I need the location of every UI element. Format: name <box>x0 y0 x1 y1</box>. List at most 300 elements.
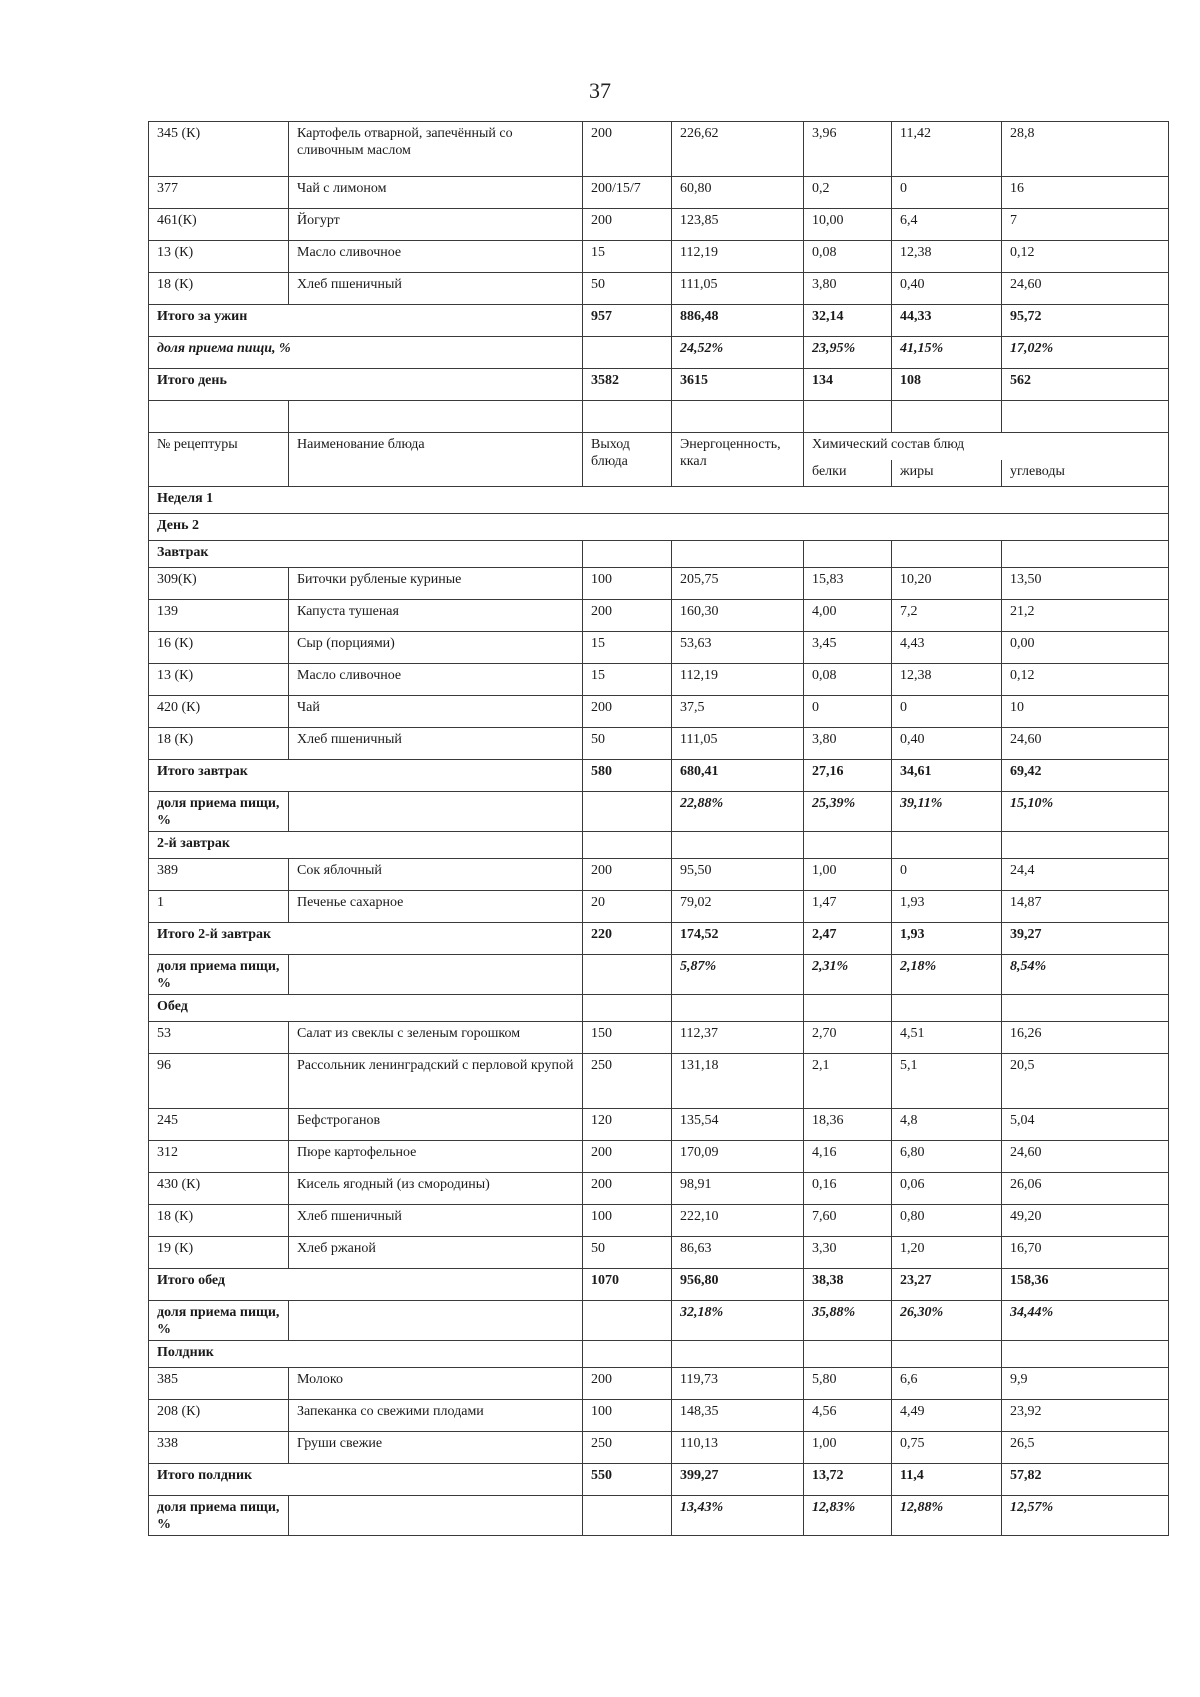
carbs-cell: 16,70 <box>1002 1237 1169 1269</box>
carbs-cell: 49,20 <box>1002 1205 1169 1237</box>
recipe-code-cell: 309(К) <box>149 568 289 600</box>
carbs-cell: 24,60 <box>1002 273 1169 305</box>
yield-cell: 150 <box>583 1022 672 1054</box>
day-label: День 2 <box>149 514 1169 541</box>
menu-table-body <box>149 122 1169 1536</box>
empty-cell <box>583 541 672 568</box>
protein-cell: 5,80 <box>804 1368 892 1400</box>
share-fat-cell: 2,18% <box>892 955 1002 995</box>
dish-name-cell: Хлеб пшеничный <box>289 1205 583 1237</box>
table-row <box>149 177 1169 209</box>
empty-cell <box>672 832 804 859</box>
table-row <box>149 241 1169 273</box>
recipe-code-cell: 338 <box>149 1432 289 1464</box>
carbs-cell: 21,2 <box>1002 600 1169 632</box>
page-number: 37 <box>589 78 611 103</box>
table-row <box>149 273 1169 305</box>
yield-cell: 200 <box>583 1368 672 1400</box>
section-title: 2-й завтрак <box>149 832 583 859</box>
dish-name-cell: Йогурт <box>289 209 583 241</box>
fat-cell: 0 <box>892 177 1002 209</box>
total-yield-cell: 580 <box>583 760 672 792</box>
total-yield-cell: 220 <box>583 923 672 955</box>
total-fat-cell: 44,33 <box>892 305 1002 337</box>
protein-cell: 2,1 <box>804 1054 892 1109</box>
carbs-cell: 0,12 <box>1002 241 1169 273</box>
fat-cell: 6,6 <box>892 1368 1002 1400</box>
total-yield-cell: 550 <box>583 1464 672 1496</box>
table-row <box>149 1141 1169 1173</box>
total-label: Итого 2-й завтрак <box>149 923 583 955</box>
total-energy-cell: 399,27 <box>672 1464 804 1496</box>
table-row <box>149 1054 1169 1109</box>
empty-cell <box>672 1341 804 1368</box>
protein-cell: 2,70 <box>804 1022 892 1054</box>
share-row <box>149 792 1169 832</box>
share-label: доля приема пищи, % <box>149 955 289 995</box>
energy-cell: 110,13 <box>672 1432 804 1464</box>
total-carbs-cell: 95,72 <box>1002 305 1169 337</box>
table-row <box>149 1173 1169 1205</box>
recipe-code-cell: 1 <box>149 891 289 923</box>
dish-name-cell: Пюре картофельное <box>289 1141 583 1173</box>
yield-cell: 15 <box>583 632 672 664</box>
table-row <box>149 1432 1169 1464</box>
share-fat-cell: 39,11% <box>892 792 1002 832</box>
protein-cell: 3,30 <box>804 1237 892 1269</box>
energy-cell: 119,73 <box>672 1368 804 1400</box>
dish-name-cell: Рассольник ленинградский с перловой крупой <box>289 1054 583 1109</box>
share-energy-cell: 13,43% <box>672 1496 804 1536</box>
recipe-code-cell: 13 (К) <box>149 241 289 273</box>
share-label: доля приема пищи, % <box>149 792 289 832</box>
yield-cell: 100 <box>583 1205 672 1237</box>
fat-cell: 0,40 <box>892 273 1002 305</box>
header-code: № рецептуры <box>149 433 289 487</box>
empty-cell <box>289 792 583 832</box>
protein-cell: 4,16 <box>804 1141 892 1173</box>
carbs-cell: 26,5 <box>1002 1432 1169 1464</box>
energy-cell: 226,62 <box>672 122 804 177</box>
protein-cell: 15,83 <box>804 568 892 600</box>
dish-name-cell: Груши свежие <box>289 1432 583 1464</box>
share-row <box>149 955 1169 995</box>
fat-cell: 12,38 <box>892 664 1002 696</box>
energy-cell: 79,02 <box>672 891 804 923</box>
share-label: доля приема пищи, % <box>149 1496 289 1536</box>
empty-cell <box>1002 1341 1169 1368</box>
empty-cell <box>289 955 583 995</box>
share-energy-cell: 32,18% <box>672 1301 804 1341</box>
dish-name-cell: Хлеб ржаной <box>289 1237 583 1269</box>
recipe-code-cell: 18 (К) <box>149 728 289 760</box>
energy-cell: 112,19 <box>672 241 804 273</box>
recipe-code-cell: 245 <box>149 1109 289 1141</box>
recipe-code-cell: 16 (К) <box>149 632 289 664</box>
table-row <box>149 664 1169 696</box>
share-carbs-cell: 12,57% <box>1002 1496 1169 1536</box>
total-carbs-cell: 39,27 <box>1002 923 1169 955</box>
header-carbs: углеводы <box>1002 460 1169 487</box>
table-row <box>149 696 1169 728</box>
carbs-cell: 28,8 <box>1002 122 1169 177</box>
dinner-share-row <box>149 337 1169 369</box>
dish-name-cell: Капуста тушеная <box>289 600 583 632</box>
total-label: Итого за ужин <box>149 305 583 337</box>
fat-cell: 10,20 <box>892 568 1002 600</box>
dish-name-cell: Кисель ягодный (из смородины) <box>289 1173 583 1205</box>
carbs-cell: 24,4 <box>1002 859 1169 891</box>
table-row <box>149 632 1169 664</box>
energy-cell: 205,75 <box>672 568 804 600</box>
table-row <box>149 1368 1169 1400</box>
recipe-code-cell: 19 (К) <box>149 1237 289 1269</box>
yield-cell: 200 <box>583 122 672 177</box>
recipe-code-cell: 312 <box>149 1141 289 1173</box>
energy-cell: 131,18 <box>672 1054 804 1109</box>
yield-cell: 200 <box>583 600 672 632</box>
share-energy-cell: 24,52% <box>672 337 804 369</box>
total-fat-cell: 34,61 <box>892 760 1002 792</box>
yield-cell: 200/15/7 <box>583 177 672 209</box>
carbs-cell: 23,92 <box>1002 1400 1169 1432</box>
carbs-cell: 14,87 <box>1002 891 1169 923</box>
energy-cell: 86,63 <box>672 1237 804 1269</box>
yield-cell: 50 <box>583 1237 672 1269</box>
energy-cell: 95,50 <box>672 859 804 891</box>
total-yield-cell: 1070 <box>583 1269 672 1301</box>
empty-cell <box>892 541 1002 568</box>
section-title: Полдник <box>149 1341 583 1368</box>
energy-cell: 98,91 <box>672 1173 804 1205</box>
recipe-code-cell: 345 (К) <box>149 122 289 177</box>
yield-cell: 20 <box>583 891 672 923</box>
table-row <box>149 600 1169 632</box>
energy-cell: 60,80 <box>672 177 804 209</box>
header-name: Наименование блюда <box>289 433 583 487</box>
dish-name-cell: Запеканка со свежими плодами <box>289 1400 583 1432</box>
lunch-title-row <box>149 995 1169 1022</box>
total-energy-cell: 956,80 <box>672 1269 804 1301</box>
empty-cell <box>1002 401 1169 433</box>
carbs-cell: 0,12 <box>1002 664 1169 696</box>
energy-cell: 37,5 <box>672 696 804 728</box>
dish-name-cell: Печенье сахарное <box>289 891 583 923</box>
empty-cell <box>583 1496 672 1536</box>
total-energy-cell: 886,48 <box>672 305 804 337</box>
protein-cell: 3,80 <box>804 728 892 760</box>
second-breakfast-total-row <box>149 923 1169 955</box>
header-chem: Химический состав блюд <box>804 433 1169 460</box>
share-carbs-cell: 17,02% <box>1002 337 1169 369</box>
dinner-total-row <box>149 305 1169 337</box>
section-title: Завтрак <box>149 541 583 568</box>
header-protein: белки <box>804 460 892 487</box>
total-carbs-cell: 69,42 <box>1002 760 1169 792</box>
share-protein-cell: 23,95% <box>804 337 892 369</box>
total-fat-cell: 11,4 <box>892 1464 1002 1496</box>
fat-cell: 1,20 <box>892 1237 1002 1269</box>
fat-cell: 0 <box>892 859 1002 891</box>
yield-cell: 120 <box>583 1109 672 1141</box>
week-row <box>149 487 1169 514</box>
energy-cell: 112,19 <box>672 664 804 696</box>
protein-cell: 3,96 <box>804 122 892 177</box>
header-fat: жиры <box>892 460 1002 487</box>
fat-cell: 0,06 <box>892 1173 1002 1205</box>
carbs-cell: 0,00 <box>1002 632 1169 664</box>
protein-cell: 1,00 <box>804 859 892 891</box>
protein-cell: 18,36 <box>804 1109 892 1141</box>
table-row <box>149 1237 1169 1269</box>
yield-cell: 15 <box>583 664 672 696</box>
protein-cell: 0,2 <box>804 177 892 209</box>
empty-cell <box>1002 541 1169 568</box>
share-protein-cell: 2,31% <box>804 955 892 995</box>
total-energy-cell: 3615 <box>672 369 804 401</box>
total-protein-cell: 134 <box>804 369 892 401</box>
total-yield-cell: 3582 <box>583 369 672 401</box>
dish-name-cell: Сок яблочный <box>289 859 583 891</box>
dish-name-cell: Картофель отварной, запечённый со сливочным маслом <box>289 122 583 177</box>
total-energy-cell: 680,41 <box>672 760 804 792</box>
energy-cell: 135,54 <box>672 1109 804 1141</box>
snack-total-row <box>149 1464 1169 1496</box>
table-row <box>149 122 1169 177</box>
share-protein-cell: 35,88% <box>804 1301 892 1341</box>
empty-cell <box>289 1301 583 1341</box>
empty-cell <box>1002 832 1169 859</box>
share-carbs-cell: 8,54% <box>1002 955 1169 995</box>
dish-name-cell: Хлеб пшеничный <box>289 273 583 305</box>
protein-cell: 1,00 <box>804 1432 892 1464</box>
fat-cell: 4,8 <box>892 1109 1002 1141</box>
share-label: доля приема пищи, % <box>149 337 583 369</box>
empty-cell <box>289 1496 583 1536</box>
dish-name-cell: Молоко <box>289 1368 583 1400</box>
empty-cell <box>672 401 804 433</box>
protein-cell: 3,45 <box>804 632 892 664</box>
recipe-code-cell: 13 (К) <box>149 664 289 696</box>
fat-cell: 5,1 <box>892 1054 1002 1109</box>
carbs-cell: 13,50 <box>1002 568 1169 600</box>
share-energy-cell: 5,87% <box>672 955 804 995</box>
protein-cell: 3,80 <box>804 273 892 305</box>
total-label: Итого полдник <box>149 1464 583 1496</box>
yield-cell: 250 <box>583 1432 672 1464</box>
energy-cell: 222,10 <box>672 1205 804 1237</box>
protein-cell: 0 <box>804 696 892 728</box>
empty-cell <box>804 832 892 859</box>
total-carbs-cell: 158,36 <box>1002 1269 1169 1301</box>
empty-cell <box>583 995 672 1022</box>
day-total-row <box>149 369 1169 401</box>
carbs-cell: 5,04 <box>1002 1109 1169 1141</box>
fat-cell: 4,43 <box>892 632 1002 664</box>
recipe-code-cell: 96 <box>149 1054 289 1109</box>
yield-cell: 200 <box>583 696 672 728</box>
table-row <box>149 568 1169 600</box>
yield-cell: 50 <box>583 728 672 760</box>
lunch-total-row <box>149 1269 1169 1301</box>
energy-cell: 111,05 <box>672 728 804 760</box>
day-row <box>149 514 1169 541</box>
recipe-code-cell: 53 <box>149 1022 289 1054</box>
empty-cell <box>583 1301 672 1341</box>
empty-cell <box>583 401 672 433</box>
fat-cell: 4,49 <box>892 1400 1002 1432</box>
total-label: Итого завтрак <box>149 760 583 792</box>
yield-cell: 250 <box>583 1054 672 1109</box>
carbs-cell: 9,9 <box>1002 1368 1169 1400</box>
protein-cell: 10,00 <box>804 209 892 241</box>
header-row <box>149 433 1169 460</box>
energy-cell: 53,63 <box>672 632 804 664</box>
table-row <box>149 1400 1169 1432</box>
carbs-cell: 16 <box>1002 177 1169 209</box>
total-protein-cell: 38,38 <box>804 1269 892 1301</box>
recipe-code-cell: 420 (К) <box>149 696 289 728</box>
fat-cell: 11,42 <box>892 122 1002 177</box>
total-energy-cell: 174,52 <box>672 923 804 955</box>
recipe-code-cell: 208 (К) <box>149 1400 289 1432</box>
empty-cell <box>892 832 1002 859</box>
protein-cell: 0,08 <box>804 241 892 273</box>
energy-cell: 170,09 <box>672 1141 804 1173</box>
empty-cell <box>892 1341 1002 1368</box>
yield-cell: 200 <box>583 1141 672 1173</box>
recipe-code-cell: 430 (К) <box>149 1173 289 1205</box>
recipe-code-cell: 139 <box>149 600 289 632</box>
empty-cell <box>289 401 583 433</box>
fat-cell: 0,80 <box>892 1205 1002 1237</box>
total-protein-cell: 27,16 <box>804 760 892 792</box>
empty-cell <box>892 401 1002 433</box>
total-carbs-cell: 57,82 <box>1002 1464 1169 1496</box>
table-row <box>149 891 1169 923</box>
recipe-code-cell: 461(К) <box>149 209 289 241</box>
fat-cell: 0,75 <box>892 1432 1002 1464</box>
yield-cell: 50 <box>583 273 672 305</box>
share-fat-cell: 26,30% <box>892 1301 1002 1341</box>
fat-cell: 12,38 <box>892 241 1002 273</box>
dish-name-cell: Чай с лимоном <box>289 177 583 209</box>
yield-cell: 200 <box>583 859 672 891</box>
protein-cell: 1,47 <box>804 891 892 923</box>
table-row <box>149 209 1169 241</box>
empty-cell <box>149 401 289 433</box>
yield-cell: 200 <box>583 209 672 241</box>
total-label: Итого день <box>149 369 583 401</box>
dish-name-cell: Сыр (порциями) <box>289 632 583 664</box>
yield-cell: 15 <box>583 241 672 273</box>
share-carbs-cell: 34,44% <box>1002 1301 1169 1341</box>
empty-cell <box>804 1341 892 1368</box>
carbs-cell: 26,06 <box>1002 1173 1169 1205</box>
breakfast-title-row <box>149 541 1169 568</box>
dish-name-cell: Масло сливочное <box>289 241 583 273</box>
share-carbs-cell: 15,10% <box>1002 792 1169 832</box>
empty-cell <box>583 792 672 832</box>
carbs-cell: 7 <box>1002 209 1169 241</box>
dish-name-cell: Салат из свеклы с зеленым горошком <box>289 1022 583 1054</box>
share-protein-cell: 12,83% <box>804 1496 892 1536</box>
yield-cell: 200 <box>583 1173 672 1205</box>
empty-cell <box>672 541 804 568</box>
energy-cell: 112,37 <box>672 1022 804 1054</box>
breakfast-total-row <box>149 760 1169 792</box>
share-fat-cell: 41,15% <box>892 337 1002 369</box>
empty-cell <box>804 995 892 1022</box>
dish-name-cell: Хлеб пшеничный <box>289 728 583 760</box>
table-row <box>149 1205 1169 1237</box>
protein-cell: 0,16 <box>804 1173 892 1205</box>
recipe-code-cell: 389 <box>149 859 289 891</box>
empty-cell <box>583 955 672 995</box>
total-label: Итого обед <box>149 1269 583 1301</box>
total-protein-cell: 32,14 <box>804 305 892 337</box>
protein-cell: 0,08 <box>804 664 892 696</box>
share-energy-cell: 22,88% <box>672 792 804 832</box>
table-row <box>149 859 1169 891</box>
protein-cell: 4,56 <box>804 1400 892 1432</box>
dish-name-cell: Масло сливочное <box>289 664 583 696</box>
carbs-cell: 20,5 <box>1002 1054 1169 1109</box>
recipe-code-cell: 385 <box>149 1368 289 1400</box>
share-label: доля приема пищи, % <box>149 1301 289 1341</box>
empty-cell <box>583 832 672 859</box>
yield-cell: 100 <box>583 1400 672 1432</box>
table-row <box>149 728 1169 760</box>
energy-cell: 148,35 <box>672 1400 804 1432</box>
protein-cell: 7,60 <box>804 1205 892 1237</box>
table-row <box>149 1109 1169 1141</box>
fat-cell: 4,51 <box>892 1022 1002 1054</box>
fat-cell: 1,93 <box>892 891 1002 923</box>
empty-cell <box>672 995 804 1022</box>
empty-cell <box>892 995 1002 1022</box>
fat-cell: 0,40 <box>892 728 1002 760</box>
recipe-code-cell: 18 (К) <box>149 273 289 305</box>
energy-cell: 160,30 <box>672 600 804 632</box>
menu-table <box>148 121 1169 1536</box>
fat-cell: 0 <box>892 696 1002 728</box>
empty-cell <box>583 337 672 369</box>
total-yield-cell: 957 <box>583 305 672 337</box>
fat-cell: 6,80 <box>892 1141 1002 1173</box>
table-row <box>149 1022 1169 1054</box>
section-title: Обед <box>149 995 583 1022</box>
carbs-cell: 24,60 <box>1002 728 1169 760</box>
share-row <box>149 1496 1169 1536</box>
total-protein-cell: 13,72 <box>804 1464 892 1496</box>
yield-cell: 100 <box>583 568 672 600</box>
dish-name-cell: Биточки рубленые куриные <box>289 568 583 600</box>
recipe-code-cell: 18 (К) <box>149 1205 289 1237</box>
total-fat-cell: 1,93 <box>892 923 1002 955</box>
second-breakfast-title-row <box>149 832 1169 859</box>
share-protein-cell: 25,39% <box>804 792 892 832</box>
week-label: Неделя 1 <box>149 487 1169 514</box>
empty-cell <box>804 401 892 433</box>
fat-cell: 7,2 <box>892 600 1002 632</box>
total-fat-cell: 23,27 <box>892 1269 1002 1301</box>
dish-name-cell: Бефстроганов <box>289 1109 583 1141</box>
header-energy: Энергоценность, ккал <box>672 433 804 487</box>
empty-cell <box>1002 995 1169 1022</box>
protein-cell: 4,00 <box>804 600 892 632</box>
dish-name-cell: Чай <box>289 696 583 728</box>
